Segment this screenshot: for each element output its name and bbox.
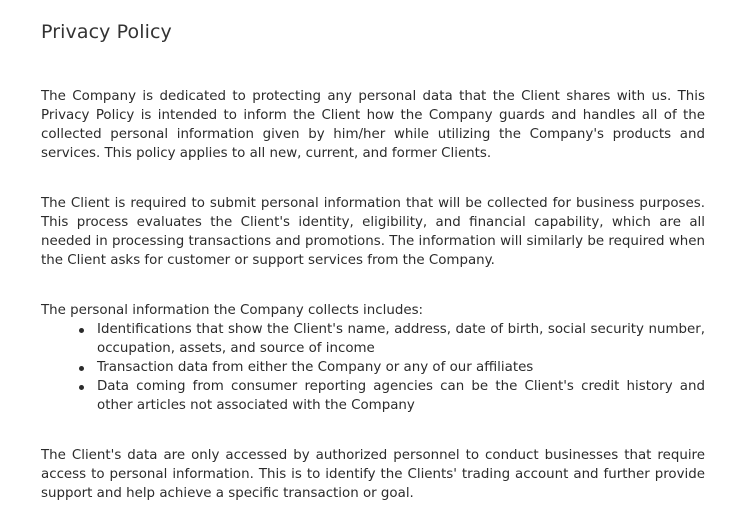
list-item-text: Data coming from consumer reporting agencies can be the Client's credit history and other articles not associated with the Company xyxy=(97,379,705,413)
list-item-text: Transaction data from either the Company or any of our affiliates xyxy=(97,360,534,375)
bullet-icon xyxy=(79,385,84,390)
list-item xyxy=(97,320,705,358)
requirement-paragraph: The Client is required to submit personal information that will be collected for business purposes. This process evaluates the Client's identity, eligibility, and financial capability, which are all needed in processing transactions and promotions. The information will similarly be required when the Client asks for customer or support services from the Company. xyxy=(41,196,705,268)
access-paragraph: The Client's data are only accessed by authorized personnel to conduct businesses that require access to personal information. This is to identify the Clients' trading account and further provide support and help achieve a specific transaction or goal. xyxy=(41,448,705,501)
list-item xyxy=(97,358,705,377)
intro-paragraph: The Company is dedicated to protecting any personal data that the Client shares with us. This Privacy Policy is intended to inform the Client how the Company guards and handles all of the collected personal information given by him/her while utilizing the Company's products and services. This policy applies to all new, current, and former Clients. xyxy=(41,89,705,161)
bullet-icon xyxy=(79,328,84,333)
list-item-text: Identifications that show the Client's name, address, date of birth, social security number, occupation, assets, and source of income xyxy=(97,322,705,356)
list-item xyxy=(97,377,705,415)
collects-intro-paragraph: The personal information the Company collects includes: xyxy=(41,303,424,318)
collected-info-list xyxy=(41,320,705,415)
page-title: Privacy Policy xyxy=(41,21,172,43)
bullet-icon xyxy=(79,366,84,371)
